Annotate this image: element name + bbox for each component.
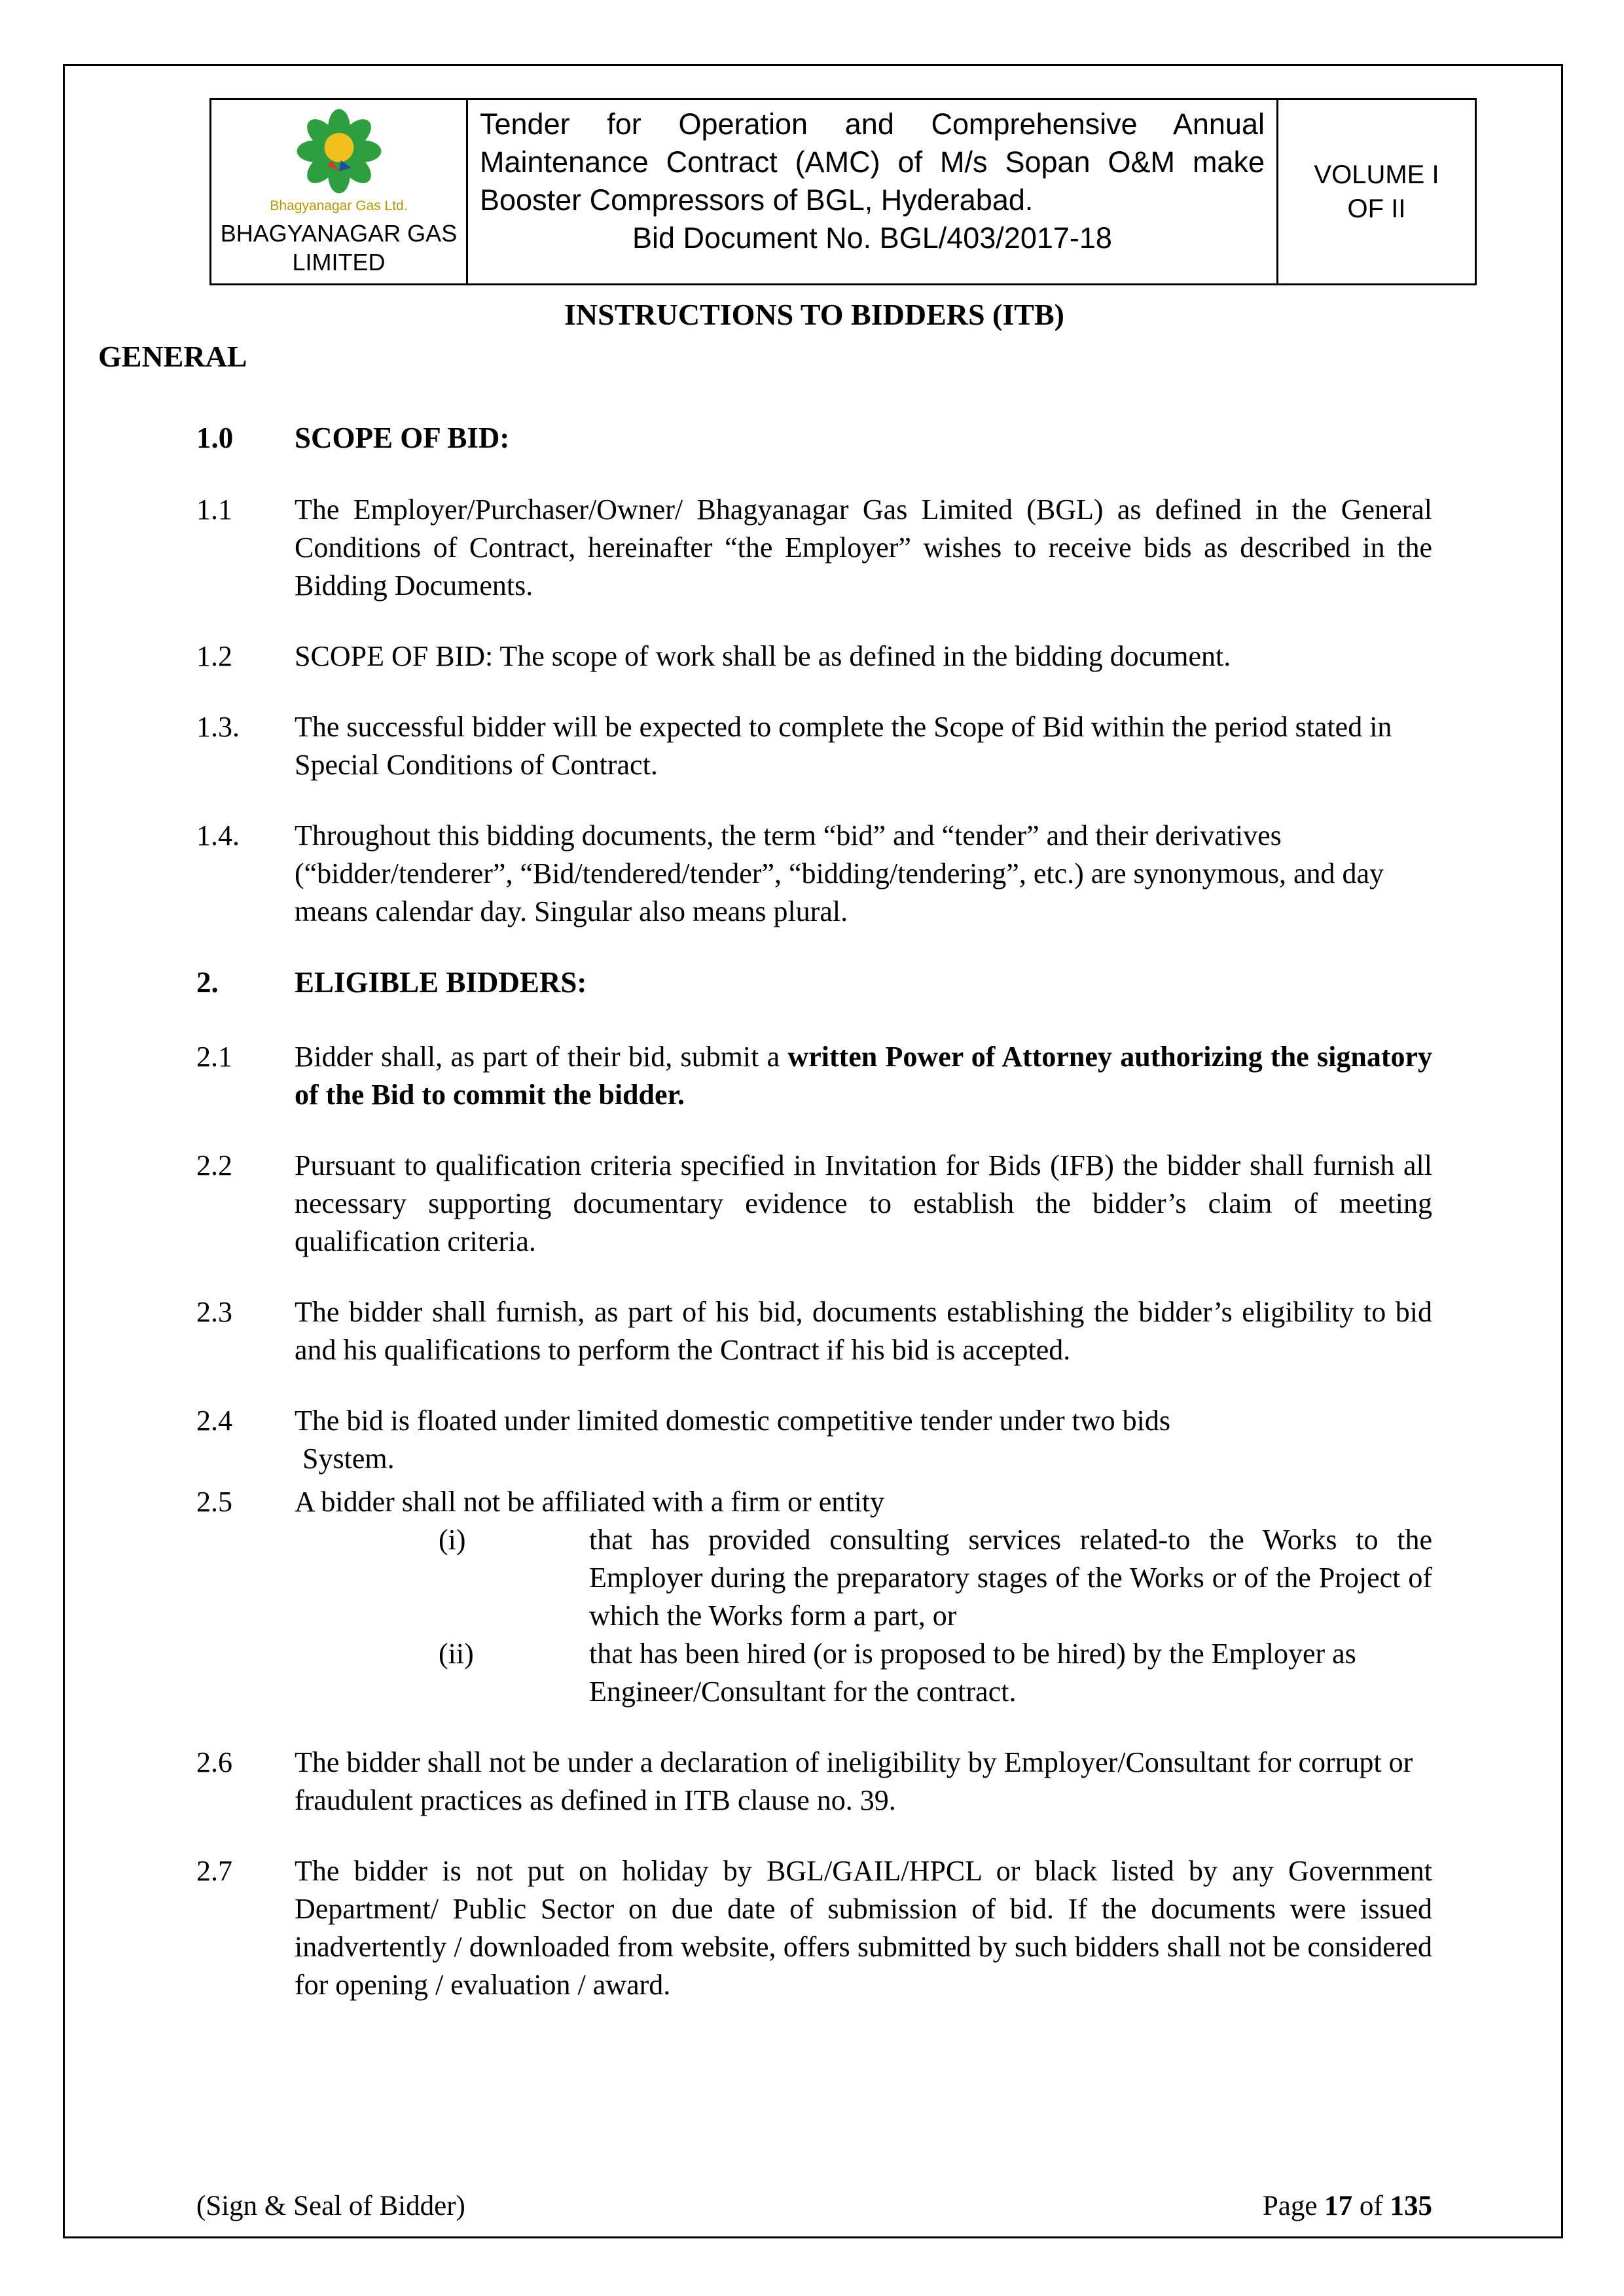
clause-text (295, 1402, 1432, 1478)
clause-number: 1.2 (196, 640, 232, 672)
clause-text: Throughout this bidding documents, the term “bid” and “tender” and their derivatives (“bidder/tenderer”, “Bid/tendered/tender”, “bidding/tendering”, etc.) are synonymous, and day means calendar day. Singular also means plural. (295, 819, 1384, 927)
clause-1-2 (196, 637, 1432, 675)
clause-number: 2. (196, 966, 219, 999)
clause-text (295, 1483, 1432, 1711)
clause-1-3 (196, 708, 1432, 784)
clause-text: The bidder is not put on holiday by BGL/GAIL/HPCL or black listed by any Government Department/ Public Sector on due date of submission of bid. If the documents were issued inadvertently / downloaded from website, offers submitted by such bidders shall not be considered for opening / evaluation / award. (295, 1855, 1432, 2001)
clause-text: The Employer/Purchaser/Owner/ Bhagyanagar Gas Limited (BGL) as defined in the General Conditions of Contract, hereinafter “the Employer” wishes to receive bids as described in the Bidding Documents. (295, 493, 1432, 601)
subclause-marker: (ii) (439, 1638, 474, 1670)
page-title: INSTRUCTIONS TO BIDDERS (ITB) (564, 298, 1064, 331)
bid-document-number: Bid Document No. BGL/403/2017-18 (632, 221, 1112, 255)
org-name-line1: BHAGYANAGAR GAS (220, 220, 458, 247)
clause-text-line1: The bid is floated under limited domestic competitive tender under two bids (295, 1405, 1171, 1437)
clause-number: 2.3 (196, 1296, 232, 1328)
clause-2-0 (196, 963, 1432, 1001)
page-indicator (1263, 2190, 1432, 2222)
clause-heading: ELIGIBLE BIDDERS: (295, 966, 587, 999)
clause-text-bold: written Power of Attorney authorizing the signatory of the Bid to commit the bidder. (295, 1041, 1433, 1111)
clause-number: 2.4 (196, 1405, 232, 1437)
clause-number: 2.5 (196, 1486, 232, 1518)
page-number: 17 (1324, 2191, 1353, 2221)
clause-1-1 (196, 491, 1432, 605)
clause-intro: A bidder shall not be affiliated with a firm or entity (295, 1486, 884, 1518)
subclause-ii (439, 1635, 1432, 1711)
clause-number: 1.1 (196, 493, 232, 526)
page-total: 135 (1390, 2191, 1432, 2221)
section-heading-general: GENERAL (98, 340, 247, 373)
header-table (209, 98, 1477, 285)
clause-number: 2.6 (196, 1746, 232, 1778)
clause-2-2 (196, 1147, 1432, 1261)
clause-number: 1.4. (196, 819, 240, 852)
page-footer (196, 2190, 1432, 2222)
subclause-marker: (i) (439, 1524, 466, 1556)
logo-caption: Bhagyanagar Gas Ltd. (270, 198, 408, 213)
clause-text: The bidder shall furnish, as part of his bid, documents establishing the bidder’s eligibility to bid and his qualifications to perform the Contract if his bid is accepted. (295, 1296, 1432, 1366)
clause-text-line2: System. (302, 1443, 395, 1475)
clause-2-5 (196, 1483, 1432, 1711)
clause-1-4 (196, 817, 1432, 931)
clause-heading: SCOPE OF BID: (295, 422, 510, 454)
page-word: Page (1262, 2191, 1318, 2221)
clause-2-7 (196, 1852, 1432, 2004)
of-word: of (1359, 2191, 1383, 2221)
clause-text (295, 1038, 1432, 1114)
clause-text: Pursuant to qualification criteria specified in Invitation for Bids (IFB) the bidder shall furnish all necessary supporting documentary evidence to establish the bidder’s claim of meeting qualification criteria. (295, 1149, 1432, 1257)
org-name-line2: LIMITED (292, 249, 386, 276)
clause-number: 1.0 (196, 422, 234, 454)
clause-number: 2.1 (196, 1041, 232, 1073)
clause-text: The bidder shall not be under a declaration of ineligibility by Employer/Consultant for corrupt or fraudulent practices as defined in ITB clause no. 39. (295, 1746, 1413, 1816)
volume-line1: VOLUME I (1314, 160, 1439, 189)
clause-number: 2.2 (196, 1149, 232, 1181)
clause-text: SCOPE OF BID: The scope of work shall be as defined in the bidding document. (295, 640, 1231, 672)
clause-number: 2.7 (196, 1855, 232, 1887)
bgl-logo-icon (290, 105, 388, 197)
document-body (98, 296, 1432, 2037)
clause-text-normal: Bidder shall, as part of their bid, submit a (295, 1041, 788, 1073)
clause-2-3 (196, 1293, 1432, 1369)
clause-number: 1.3. (196, 711, 240, 743)
tender-title: Tender for Operation and Comprehensive Annual Maintenance Contract (AMC) of M/s Sopan O&M make Booster Compressors of BGL, Hyderabad. (480, 107, 1265, 217)
subclause-text: that has provided consulting services related-to the Works to the Employer during the preparatory stages of the Works or of the Project of which the Works form a part, or (589, 1524, 1432, 1632)
org-name (221, 219, 457, 277)
clause-2-6 (196, 1744, 1432, 1820)
volume-line2: OF II (1347, 194, 1406, 223)
clause-text: The successful bidder will be expected to complete the Scope of Bid within the period stated in Special Conditions of Contract. (295, 711, 1392, 781)
logo-cell (211, 100, 468, 283)
sign-seal-label: (Sign & Seal of Bidder) (196, 2191, 465, 2221)
subclause-i (439, 1521, 1432, 1635)
clause-2-1 (196, 1038, 1432, 1114)
clause-1-0 (196, 419, 1432, 457)
subclause-text: that has been hired (or is proposed to be hired) by the Employer as Engineer/Consultant for the contract. (589, 1638, 1356, 1708)
clause-2-4 (196, 1402, 1432, 1478)
tender-title-cell (468, 100, 1278, 283)
volume-cell (1278, 100, 1475, 283)
